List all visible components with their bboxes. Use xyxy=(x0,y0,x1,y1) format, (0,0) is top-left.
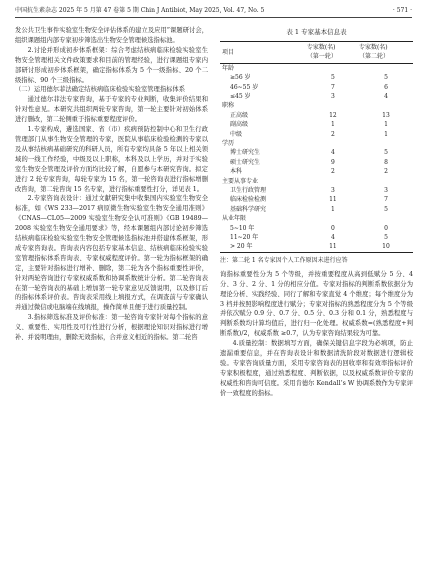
column-header-item: 项目 xyxy=(220,41,307,63)
table-cell-round1: 1 xyxy=(330,205,335,213)
table-row xyxy=(220,130,413,139)
table-cell-round1 xyxy=(307,101,359,110)
table-cell-round2: 10 xyxy=(359,242,413,252)
table-cell-round1: 2 xyxy=(330,168,335,176)
table-cell-round2: 2 xyxy=(384,168,388,176)
table-cell-round1: 11 xyxy=(307,242,359,252)
table-cell-round2 xyxy=(359,63,413,73)
table-cell-round1 xyxy=(307,139,359,148)
table-group-row xyxy=(220,139,413,148)
table-cell-round1: 12 xyxy=(329,111,337,119)
table-cell-item: 本科 xyxy=(230,168,243,176)
table-cell-round2: 5 xyxy=(384,234,388,242)
table-cell-round2: 0 xyxy=(384,224,388,232)
table-cell-round1: 4 xyxy=(330,234,335,242)
column-header-round2: 专家数(名) （第二轮） xyxy=(359,41,413,63)
table-group-row xyxy=(220,177,413,186)
table-cell-item: 临床检验检测 xyxy=(230,196,267,204)
table-cell-item: 从业年限 xyxy=(222,215,247,223)
table-cell-item: 中级 xyxy=(230,130,243,138)
paragraph: 1.专家构成，遴选国家、省（市）疾病预防控制中心和卫生行政管理部门从事生物安全管理的专家，医院从事临床检验检测的专家以及从事结核病基础研究的科研人员，所有专家均具备 5 年以上相关领域的一线工作经验，中级及以上职称，本科及以上学历，并对于实验室生物安全管理及评价方面均比较了解，自愿参与本研究咨询。拟定进行 2 轮专家咨询，每轮专家为 15 名，第一轮咨询表进行指标增删改咨询，第二轮咨询 15 名专家，进行指标重要性打分，详见表 1。 xyxy=(15,126,208,193)
table-cell-round2 xyxy=(359,214,413,223)
paragraph: 通过德尔菲法专家咨询，基于专家的专业判断，收集评价结果和针对性意见。本研究共组织两轮专家咨询，第一轮主要针对初始体系进行删改，第二轮侧重于指标重要程度评价。 xyxy=(15,96,208,124)
table-row xyxy=(220,167,413,176)
table-group-row xyxy=(220,63,413,73)
table-cell-item: 正高级 xyxy=(230,111,249,119)
table-cell-item: ≤45 岁 xyxy=(230,92,251,100)
table-cell-item: 主要从事专业 xyxy=(222,177,259,185)
table-row xyxy=(220,205,413,214)
table-cell-round2: 3 xyxy=(384,187,388,194)
table-cell-item: 博士研究生 xyxy=(230,149,261,157)
table-cell-round2: 5 xyxy=(384,74,388,82)
table-row xyxy=(220,111,413,120)
left-column xyxy=(15,26,208,343)
table-cell-item: 硕士研究生 xyxy=(230,158,261,166)
table-cell-round2: 5 xyxy=(384,149,388,157)
table-cell-item: 年龄 xyxy=(222,64,235,72)
section-heading: （二）运用德尔菲法确定结核病临床检验实验室管理指标体系 xyxy=(15,86,186,94)
table-row xyxy=(220,233,413,242)
paragraph: 2.讨论并形成初步体系框架：综合考虑结核病临床检验实验室生物安全管理相关文件政策要求和目前的管理经验，进行课题组专家内部研讨形成初步体系框架，确定指标体系为 5 个一级指标、20 个二级指标、90 个三级指标。 xyxy=(15,46,208,84)
running-header xyxy=(15,5,412,18)
table-cell-round2: 13 xyxy=(382,111,390,119)
table-cell-item: 卫生行政管理 xyxy=(230,187,267,194)
table-row xyxy=(220,195,413,204)
table-cell-item: ≥56 岁 xyxy=(230,74,251,82)
paragraph: 发公共卫生事件实验室生物安全评估体系的建立及应用”课题研讨会，组织课题组内部专家初步筛选出生物安全管理候选指标池。 xyxy=(15,27,208,44)
table-cell-item: 学历 xyxy=(222,139,235,147)
expert-info-table xyxy=(220,41,413,253)
table-row xyxy=(220,148,413,157)
table-cell-item: 11~20 年 xyxy=(230,234,259,242)
table-row xyxy=(220,73,413,82)
table-cell-round2: 1 xyxy=(384,121,388,129)
table-cell-item: 5~10 年 xyxy=(230,224,255,232)
table-cell-item: 46~55 岁 xyxy=(230,83,259,91)
table-row xyxy=(220,83,413,92)
paragraph: 询指标重要性分为 5 个等级，并按重要程度从高到低赋分 5 分、4 分、3 分、2 分、1 分的相应分值。专家对指标的判断系数依据分为理论分析、实践经验、同行了解和专家直觉 4 个维度；每个维度分为 3 档并按照影响程度进行赋分；专家对指标的熟悉程度分为 5 个等级并依次赋分 0.9 分、0.7 分、0.5 分、0.3 分和 0.1 分，熟悉程度与判断系数均计算均值后，进行归一化处理。权威系数=(熟悉程度+判断系数)/2，权威系数 ≥0.7，认为专家咨询结果较为可靠。 xyxy=(220,270,413,338)
table-row xyxy=(220,242,413,252)
table-cell-round1: 3 xyxy=(330,187,335,194)
table-cell-round2: 1 xyxy=(384,130,388,138)
table-cell-round1: 4 xyxy=(330,149,335,157)
paragraph: 4.质量控制：数据填写方面，确保关键信息字段为必填项，防止遗漏重要信息，并在咨询表设计和数据清洗阶段对数据进行逻辑校验。专家咨询质量方面，采用专家咨询表的回收率和有效率指标评价专家积极程度，通过熟悉程度、判断依据，以及权威系数评价专家的权威性和咨询可信度。采用肯德尔 Kendall’s W 协调系数作为专家评价一致程度的指标。 xyxy=(220,340,413,397)
table-cell-item: 基础科学研究 xyxy=(230,205,267,213)
table-cell-round1: 2 xyxy=(330,130,335,138)
table-cell-round2: 7 xyxy=(384,196,388,204)
journal-header: 中国抗生素杂志 2025 年 5 月第 47 卷第 5 期 Chin J Antibiot, May 2025, Vol. 47, No. 5 xyxy=(15,7,265,14)
table-row xyxy=(220,186,413,195)
table-row xyxy=(220,120,413,129)
table-cell-round2 xyxy=(359,101,413,110)
table-cell-round2 xyxy=(359,177,413,186)
table-cell-item: 副高级 xyxy=(230,121,249,129)
table-cell-item: 职称 xyxy=(222,102,235,110)
right-column xyxy=(220,26,413,399)
table-cell-round1: 9 xyxy=(330,158,335,166)
paragraph: 3.指标筛选标准及评价标准：第一轮咨询专家针对每个指标的意义、重要性、实用性及可行性进行分析，根据理论知识对指标进行增补、并说明理由，删除无效指标，合并意义相近的指标。第二轮咨 xyxy=(15,314,208,342)
table-cell-round2: 5 xyxy=(384,205,388,213)
table-cell-round1: 3 xyxy=(330,92,335,100)
paragraph: 2.专家咨询表设计：通过文献研究集中收集国内实验室生物安全标准，如《WS 233—2017 病原微生物实验室生物安全通用准则》《CNAS—CL05—2009 实验室生物安全认可准则》《GB 19489—2008 实验室生物安全通用要求》等，经本课题组内部讨论初步筛选结核病临床检验实验室生物安全管理候选指标池并搭建体系框架，形成专家咨询表。咨询表内容包括专家基本信息、结核病临床检验实验室管理指标体系咨询表、专家权威程度评价。第一轮为指标框架的确定，主要针对指标进行增补、删除，第二轮为各个指标重要性评价，针对两轮咨询进行专家权威系数和协调系数统计分析。第二轮咨询表在第一轮咨询表的基础上增加第一轮专家意见反馈说明，以及修订后的指标体系评价表。咨询表采用线上填报方式，在调查前与专家确认并通过微信或电脑端在线填报，操作简单且便于进行质量控制。 xyxy=(15,195,208,312)
table-cell-round2: 8 xyxy=(384,158,388,166)
table-cell-item: > 20 年 xyxy=(220,242,307,252)
table-cell-round1: 0 xyxy=(330,224,335,232)
table-row xyxy=(220,224,413,233)
table-row xyxy=(220,92,413,101)
table-row xyxy=(220,158,413,167)
table-cell-round1 xyxy=(307,63,359,73)
table-cell-round1 xyxy=(307,214,359,223)
column-header-round1: 专家数(名) （第一轮） xyxy=(307,41,359,63)
table-cell-round1: 1 xyxy=(330,121,335,129)
table-header-row xyxy=(220,41,413,63)
table-cell-round1: 7 xyxy=(330,83,335,91)
table-cell-round2 xyxy=(359,139,413,148)
table-group-row xyxy=(220,214,413,223)
table-cell-round1: 5 xyxy=(330,74,335,82)
table-cell-round1 xyxy=(307,177,359,186)
table-note: 注：第二轮 1 名专家因个人工作原因未进行应答 xyxy=(220,256,348,264)
page-number: · 571 · xyxy=(392,7,412,14)
table-cell-round2: 4 xyxy=(384,92,388,100)
table-cell-round1: 11 xyxy=(329,196,337,204)
table-cell-round2: 6 xyxy=(384,83,388,91)
table-title: 表 1 专家基本信息表 xyxy=(286,28,347,36)
table-group-row xyxy=(220,101,413,110)
